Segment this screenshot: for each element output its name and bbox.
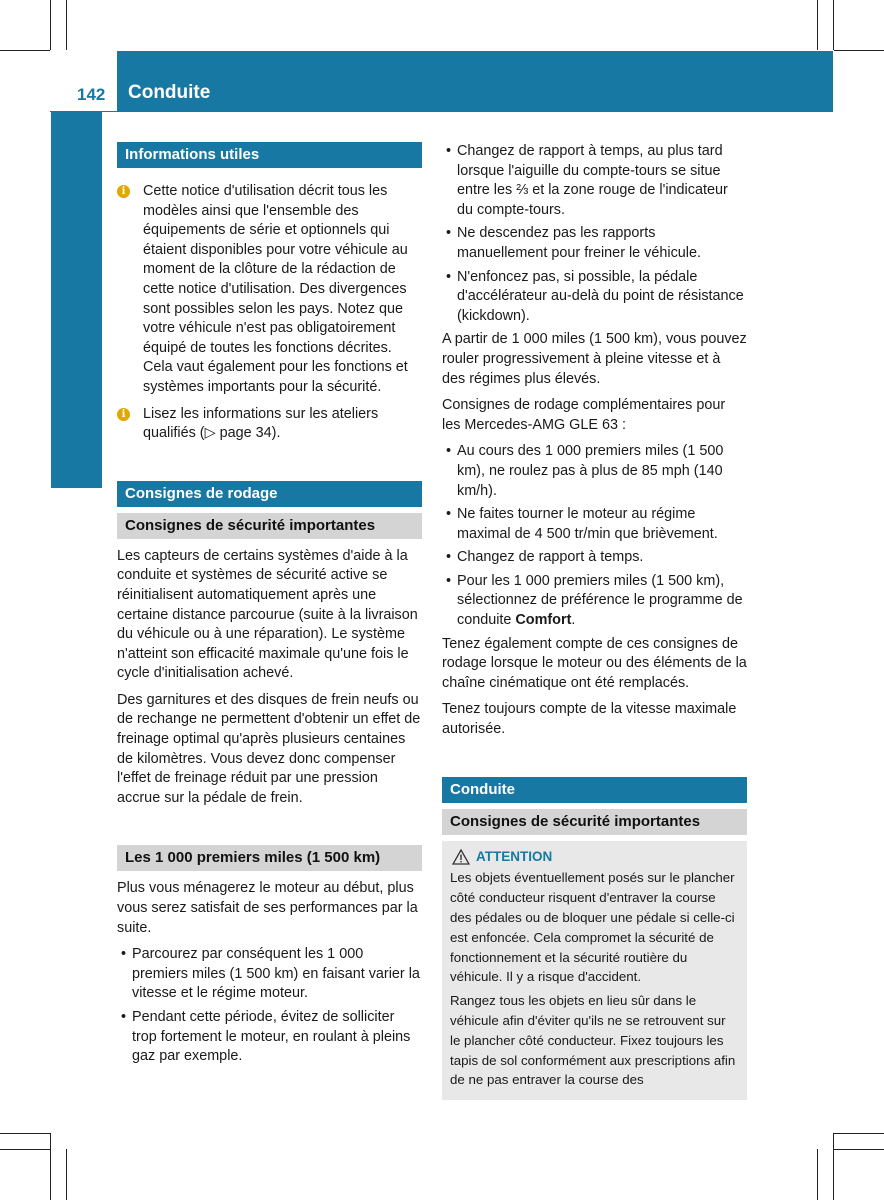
crop-mark <box>834 1133 884 1134</box>
crop-mark <box>817 0 818 50</box>
warning-text: Rangez tous les objets en lieu sûr dans le véhicule afin d'éviter qu'ils ne se retrouvent sur le plancher côté conducteur. Fixez toujours les tapis de sol conformément aux prescriptions afin de ne pas entraver la course des <box>450 993 736 1088</box>
section-title-rodage: Consignes de rodage <box>117 481 422 507</box>
paragraph: Les capteurs de certains systèmes d'aide à la conduite et systèmes de sécurité active se réinitialisent automatiquement après une certaine distance parcourue (suite à la livraison du véhicule ou à une réparation). Le système n'atteint son efficacité maximale qu'une fois le cycle d'initialisation achevé. <box>117 547 418 682</box>
comfort-label: Comfort <box>515 612 572 629</box>
paragraph: Tenez toujours compte de la vitesse maximale autorisée. <box>442 701 737 738</box>
warning-text: Les objets éventuellement posés sur le plancher côté conducteur risquent d'entraver la course des pédales ou de bloquer une pédale si celle-ci est enfoncée. Cela compromet la sécurité de fonctionnement et la sécurité routière du véhicule. Il y a risque d'accident. <box>450 870 735 985</box>
warning-triangle-icon <box>452 849 470 865</box>
paragraph: Tenez également compte de ces consignes de rodage lorsque le moteur ou des éléments de la chaîne cinématique ont été remplacés. <box>442 635 747 691</box>
crop-mark <box>834 50 884 51</box>
warning-label: ATTENTION <box>476 848 553 864</box>
info-note <box>117 182 422 398</box>
crop-mark <box>66 1149 67 1200</box>
list-item: • Pendant cette période, évitez de solliciter trop fortement le moteur, en roulant à pleins gaz par exemple. <box>121 1009 411 1065</box>
bullet-list <box>442 442 747 630</box>
left-column <box>117 142 422 1071</box>
section-title-conduite: Conduite <box>442 777 747 803</box>
paragraph: Consignes de rodage complémentaires pour les Mercedes-AMG GLE 63 : <box>442 397 726 433</box>
paragraph: Des garnitures et des disques de frein neufs ou de rechange ne permettent d'obtenir un effet de freinage optimal qu'après plusieurs centaines de kilomètres. Vous devez donc compenser l'effet de freinage réduit par une pression accrue sur la pédale de frein. <box>117 691 421 806</box>
paragraph: A partir de 1 000 miles (1 500 km), vous pouvez rouler progressivement à pleine vitesse et à des régimes plus élevés. <box>442 331 747 387</box>
info-note <box>117 405 422 444</box>
crop-mark <box>817 1149 818 1200</box>
list-item: • Changez de rapport à temps, au plus tard lorsque l'aiguille du compte-tours se situe entre les ⅔ et la zone rouge de l'indicateur du compte-tours. <box>446 143 728 218</box>
list-item: • Changez de rapport à temps. <box>446 549 644 566</box>
subsection-title-premiers-miles: Les 1 000 premiers miles (1 500 km) <box>117 845 422 871</box>
list-item: • Au cours des 1 000 premiers miles (1 500 km), ne roulez pas à plus de 85 mph (140 km/h). <box>446 443 724 499</box>
crop-mark <box>0 50 50 51</box>
crop-mark <box>833 1133 834 1200</box>
bullet-list <box>442 142 747 326</box>
info-note-text: Cette notice d'utilisation décrit tous les modèles ainsi que l'ensemble des équipements de série et optionnels qui étaient disponibles pour votre véhicule au moment de la clôture de la rédaction de cette notice d'utilisation. Des divergences sont possibles selon les pays. Notez que votre véhicule n'est pas obligatoirement équipé de toutes les fonctions décrites. Cela vaut également pour les fonctions et systèmes importants pour la sécurité. <box>143 183 408 395</box>
info-note-text: Lisez les informations sur les ateliers qualifiés (▷ page 34). <box>143 405 379 442</box>
info-icon: i <box>117 408 130 421</box>
page-number: 142 <box>77 85 106 104</box>
warning-header <box>450 847 739 867</box>
crop-mark <box>0 1133 50 1134</box>
crop-mark <box>50 1133 51 1200</box>
crop-mark <box>66 0 67 50</box>
section-title-informations: Informations utiles <box>117 142 422 168</box>
subsection-title-securite: Consignes de sécurité importantes <box>117 513 422 539</box>
paragraph: Plus vous ménagerez le moteur au début, plus vous serez satisfait de ses performances par la suite. <box>117 880 418 936</box>
list-item: • Ne descendez pas les rapports manuellement pour freiner le véhicule. <box>446 225 701 261</box>
list-item: • Ne faites tourner le moteur au régime maximal de 4 500 tr/min que brièvement. <box>446 506 718 542</box>
list-item: • Pour les 1 000 premiers miles (1 500 km), sélectionnez de préférence le programme de conduite Comfort. <box>446 572 743 629</box>
crop-mark <box>50 0 51 50</box>
header-bar <box>117 51 833 111</box>
info-icon: i <box>117 185 130 198</box>
crop-mark <box>833 0 834 50</box>
crop-mark <box>0 1149 50 1150</box>
bullet-list <box>117 945 422 1067</box>
right-column <box>442 142 747 1100</box>
list-item: • Parcourez par conséquent les 1 000 premiers miles (1 500 km) en faisant varier la vitesse et le régime moteur. <box>121 946 420 1002</box>
subsection-title-securite: Consignes de sécurité importantes <box>442 809 747 835</box>
warning-box <box>442 841 747 1101</box>
side-tab-label: Conduite et stationnement <box>64 173 87 427</box>
crop-mark <box>834 1149 884 1150</box>
list-item: • N'enfoncez pas, si possible, la pédale d'accélérateur au-delà du point de résistance (kickdown). <box>446 268 744 324</box>
chapter-title: Conduite <box>128 82 211 103</box>
header-rule <box>50 111 833 112</box>
